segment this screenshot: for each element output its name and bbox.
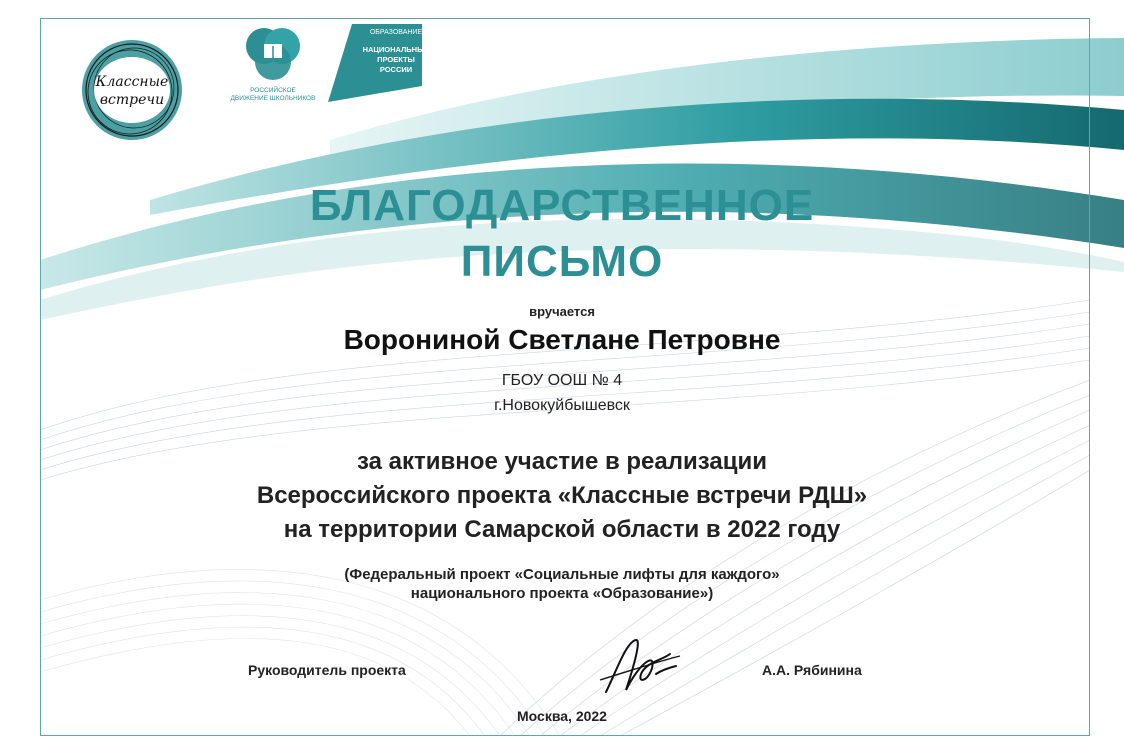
klassnye-vstrechi-logo xyxy=(72,30,192,150)
reason-line2: Всероссийского проекта «Классные встречи РДШ» xyxy=(256,482,868,509)
signature-image xyxy=(596,632,682,704)
awarded-label: вручается xyxy=(529,304,595,319)
svg-text:Классные: Классные xyxy=(95,74,169,90)
certificate-title-line2: ПИСЬМО xyxy=(460,237,664,286)
np-line3: ПРОЕКТЫ xyxy=(377,55,415,64)
np-line1: ОБРАЗОВАНИЕ xyxy=(369,29,423,36)
np-line2: НАЦИОНАЛЬНЫЕ xyxy=(362,45,430,54)
federal-project-line1: (Федеральный проект «Социальные лифты для каждого» xyxy=(344,566,780,583)
rdsh-logo xyxy=(228,22,318,110)
city-name: г.Новокуйбышевск xyxy=(494,397,630,414)
national-projects-logo xyxy=(326,22,430,102)
certificate-title-line1: БЛАГОДАРСТВЕННОЕ xyxy=(309,181,815,230)
rdsh-line1: РОССИЙСКОЕ xyxy=(250,87,296,94)
np-line4: РОССИИ xyxy=(379,65,413,74)
federal-project-line2: национального проекта «Образование») xyxy=(410,585,714,602)
recipient-name: Ворониной Светлане Петровне xyxy=(343,324,781,355)
signature-role: Руководитель проекта xyxy=(248,662,406,678)
signature-name: А.А. Рябинина xyxy=(762,662,862,678)
footer-place-year: Москва, 2022 xyxy=(517,708,607,724)
school-name: ГБОУ ООШ № 4 xyxy=(501,372,623,389)
reason-line3: на территории Самарской области в 2022 году xyxy=(283,516,841,543)
reason-line1: за активное участие в реализации xyxy=(357,448,767,475)
rdsh-line2: ДВИЖЕНИЕ ШКОЛЬНИКОВ xyxy=(230,95,316,102)
svg-text:встречи: встречи xyxy=(99,92,165,108)
